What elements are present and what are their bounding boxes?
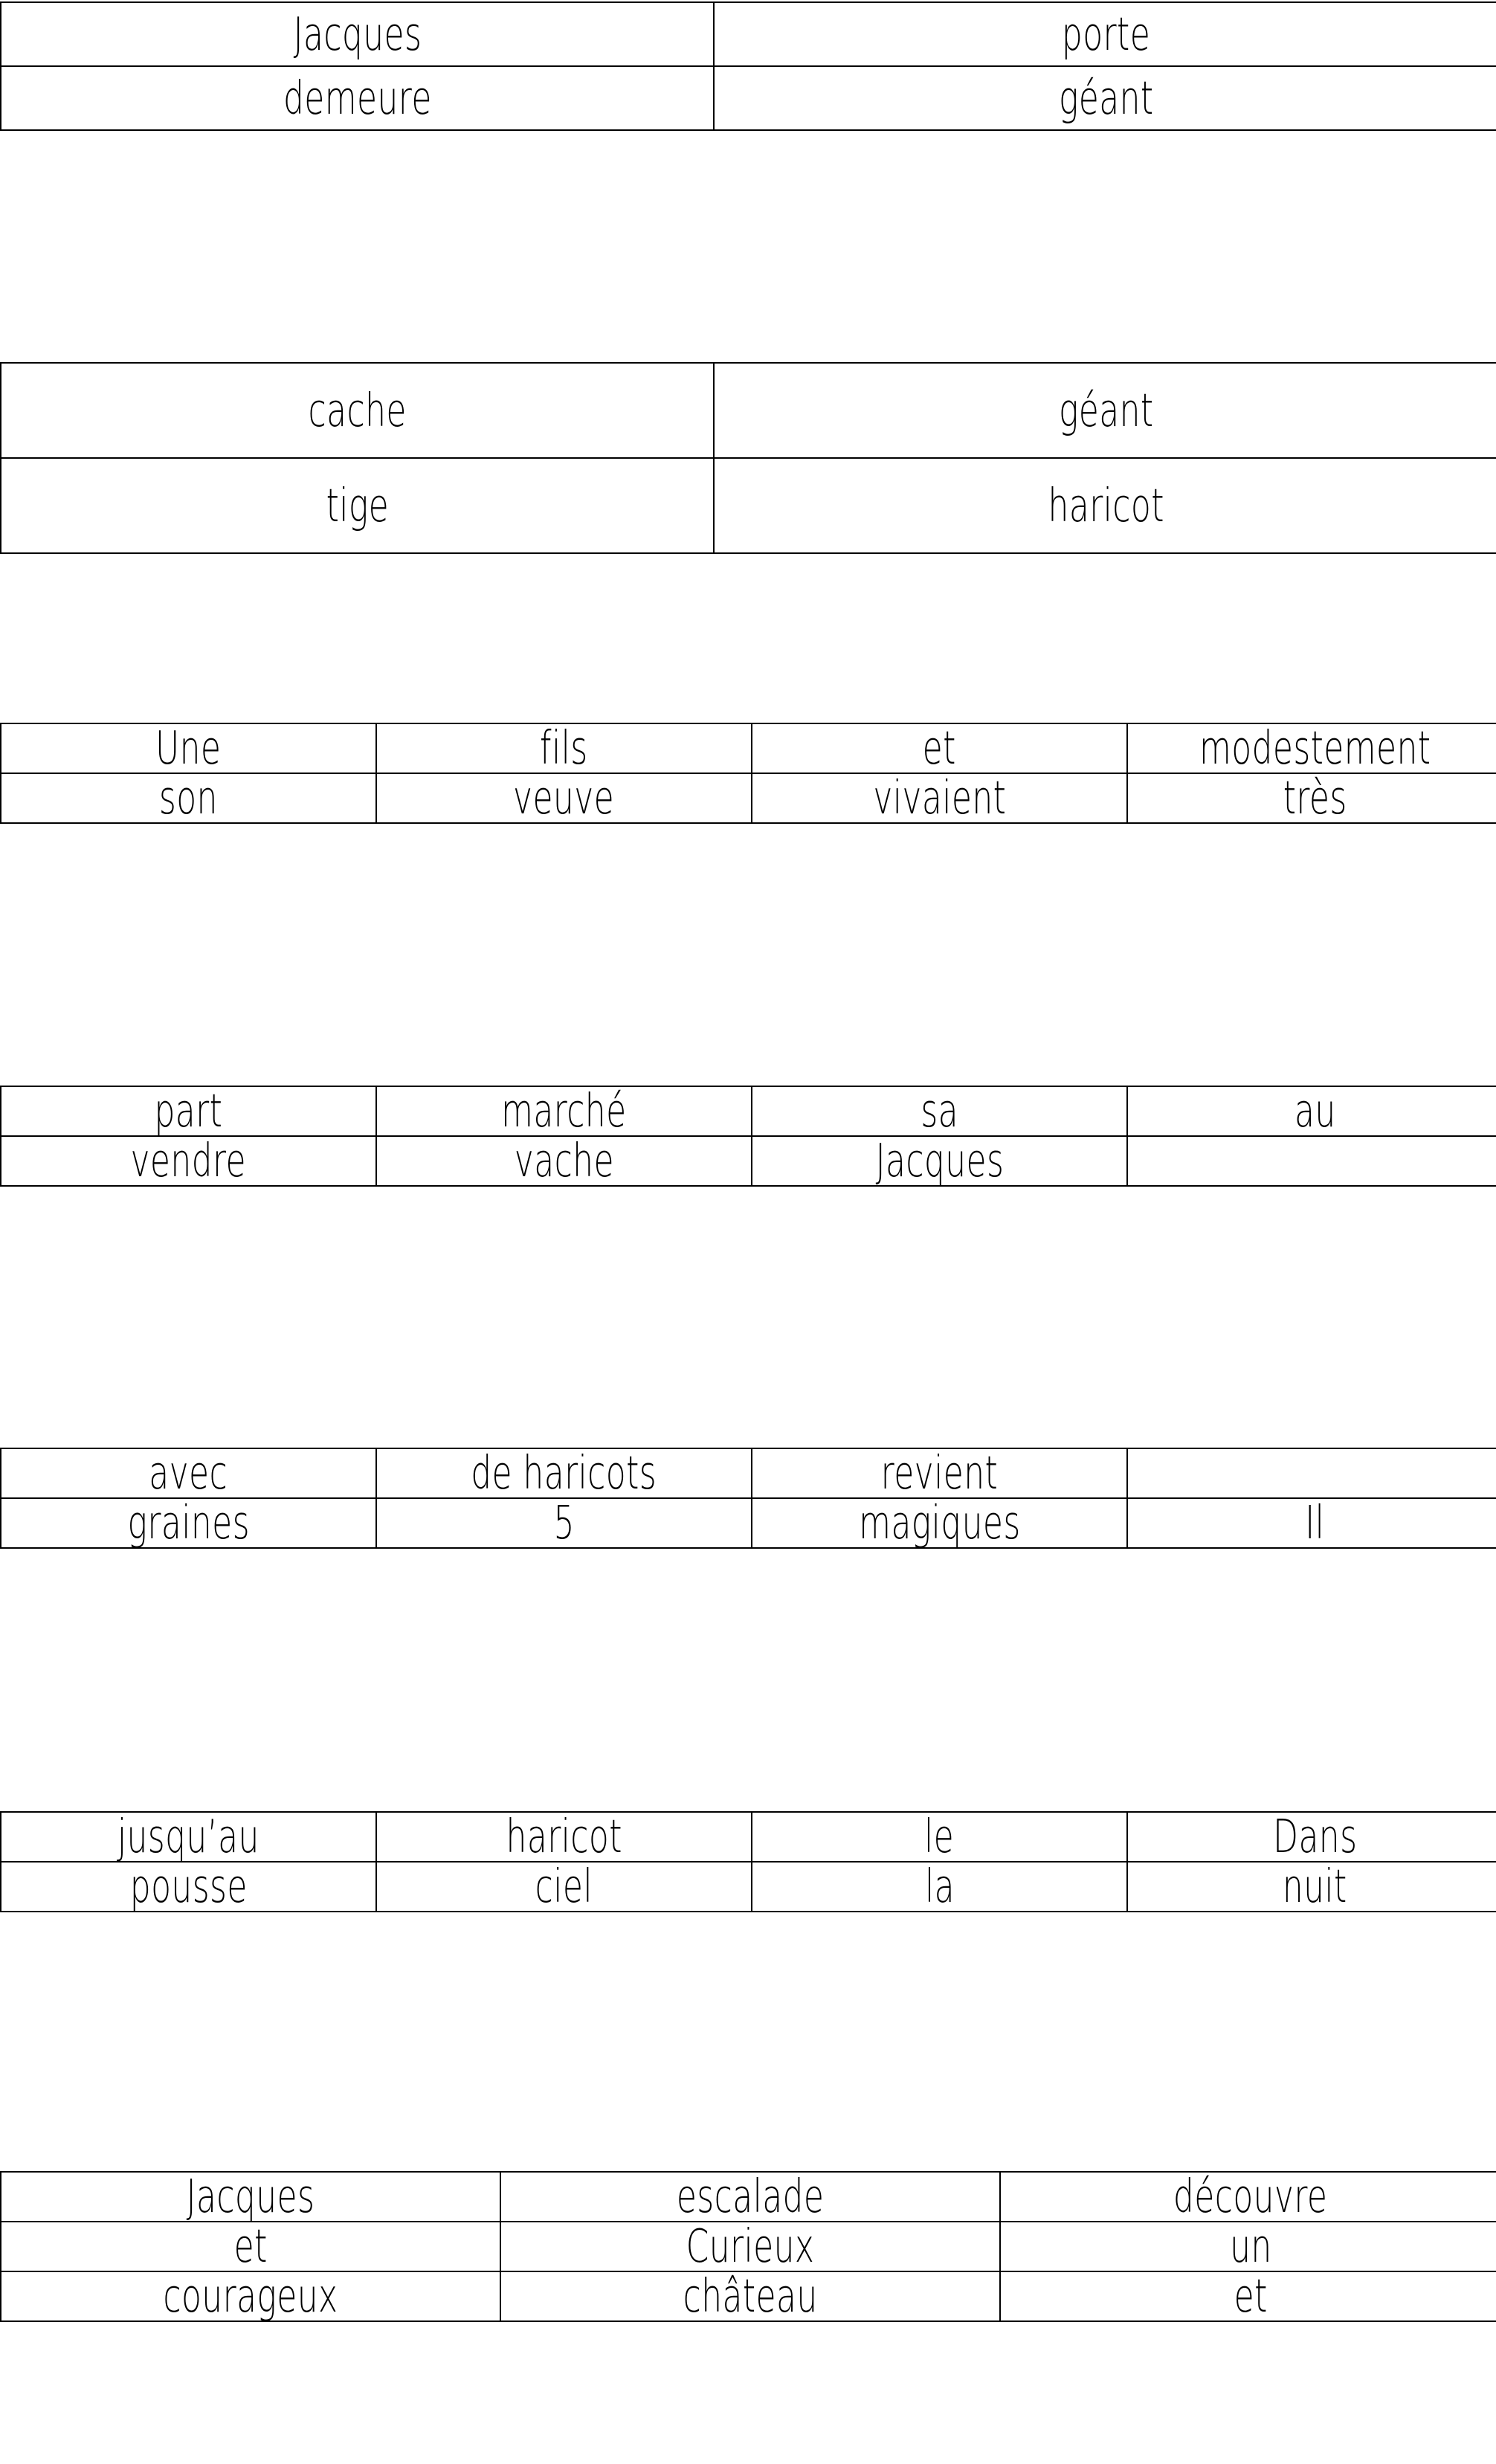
word-text: son xyxy=(159,771,218,825)
word-cell[interactable] xyxy=(1127,1812,1496,1862)
word-text: marché xyxy=(501,1084,627,1138)
word-text: tige xyxy=(326,478,389,532)
word-cell[interactable] xyxy=(376,1498,752,1548)
table-row xyxy=(1,773,1496,823)
word-cell[interactable] xyxy=(1,66,714,130)
word-table-5 xyxy=(0,1448,1496,1549)
word-text: Curieux xyxy=(686,2219,815,2273)
word-cell[interactable] xyxy=(376,773,752,823)
table-row xyxy=(1,1086,1496,1136)
word-cell[interactable] xyxy=(376,1086,752,1136)
table-row xyxy=(1,1136,1496,1186)
word-cell[interactable] xyxy=(752,723,1127,773)
word-table-6 xyxy=(0,1811,1496,1912)
word-text: vendre xyxy=(130,1134,247,1187)
word-cell[interactable] xyxy=(1127,773,1496,823)
word-text: porte xyxy=(1061,7,1151,61)
word-table-3 xyxy=(0,723,1496,824)
table-row xyxy=(1,723,1496,773)
word-text: Jacques xyxy=(875,1134,1004,1187)
word-text: modestement xyxy=(1199,721,1431,775)
word-text: magiques xyxy=(858,1496,1021,1549)
word-text: au xyxy=(1294,1084,1336,1138)
word-text: et xyxy=(922,721,957,775)
word-table-1 xyxy=(0,1,1496,131)
word-cell-empty[interactable] xyxy=(1127,1136,1496,1186)
word-text: veuve xyxy=(513,771,615,825)
word-cell[interactable] xyxy=(376,1862,752,1912)
word-cell[interactable] xyxy=(1,2271,500,2321)
word-cell[interactable] xyxy=(752,1862,1127,1912)
word-text: et xyxy=(233,2219,268,2273)
word-text: pousse xyxy=(129,1860,248,1913)
word-cell[interactable] xyxy=(714,458,1496,553)
word-text: part xyxy=(154,1084,223,1138)
word-cell[interactable] xyxy=(752,1812,1127,1862)
word-text: escalade xyxy=(676,2170,825,2223)
word-text: Jacques xyxy=(186,2170,315,2223)
word-text: château xyxy=(683,2269,818,2323)
word-cell-empty[interactable] xyxy=(1127,1448,1496,1498)
word-cell[interactable] xyxy=(1127,723,1496,773)
word-cell[interactable] xyxy=(1,458,714,553)
word-text: demeure xyxy=(283,71,432,125)
word-cell[interactable] xyxy=(1,1086,376,1136)
word-cell[interactable] xyxy=(1,773,376,823)
word-text: nuit xyxy=(1283,1860,1347,1913)
word-cell[interactable] xyxy=(1,723,376,773)
word-text: la xyxy=(924,1860,955,1913)
word-table-4 xyxy=(0,1086,1496,1187)
word-cell[interactable] xyxy=(752,1136,1127,1186)
word-text: haricot xyxy=(506,1810,622,1863)
word-text: découvre xyxy=(1173,2170,1328,2223)
word-text: jusqu’au xyxy=(117,1810,259,1863)
table-row xyxy=(1,2271,1496,2321)
word-cell[interactable] xyxy=(752,1086,1127,1136)
word-cell[interactable] xyxy=(376,1136,752,1186)
word-text: sa xyxy=(921,1084,958,1138)
word-cell[interactable] xyxy=(1000,2172,1496,2222)
word-cell[interactable] xyxy=(1,1862,376,1912)
word-table-2 xyxy=(0,362,1496,554)
word-cell[interactable] xyxy=(1,2172,500,2222)
word-cell[interactable] xyxy=(1000,2271,1496,2321)
word-cell[interactable] xyxy=(1127,1498,1496,1548)
word-cell[interactable] xyxy=(1127,1086,1496,1136)
word-text: géant xyxy=(1058,71,1154,125)
word-text: le xyxy=(924,1810,955,1863)
word-text: courageux xyxy=(163,2269,338,2323)
word-cell[interactable] xyxy=(1127,1862,1496,1912)
word-text: Il xyxy=(1305,1496,1325,1549)
word-text: et xyxy=(1234,2269,1268,2323)
word-text: cache xyxy=(308,383,407,437)
word-text: de haricots xyxy=(471,1446,657,1500)
word-cell[interactable] xyxy=(1,2,714,66)
table-row xyxy=(1,1498,1496,1548)
word-table-7 xyxy=(0,2171,1496,2322)
word-text: 5 xyxy=(553,1496,575,1549)
word-cell[interactable] xyxy=(1,2219,500,2273)
table-row xyxy=(1,66,1496,130)
word-text: très xyxy=(1283,771,1347,825)
word-text: ciel xyxy=(535,1860,593,1913)
word-text: un xyxy=(1229,2219,1272,2273)
table-row xyxy=(1,363,1496,458)
word-cell[interactable] xyxy=(1000,2219,1496,2273)
table-row xyxy=(1,2222,1496,2271)
table-row xyxy=(1,1862,1496,1912)
word-text: fils xyxy=(540,721,588,775)
word-text: géant xyxy=(1058,383,1154,437)
word-text: graines xyxy=(127,1496,250,1549)
table-row xyxy=(1,2,1496,66)
word-text: revient xyxy=(880,1446,999,1500)
word-cell[interactable] xyxy=(714,66,1496,130)
word-cell[interactable] xyxy=(1,1812,376,1862)
word-text: avec xyxy=(149,1446,228,1500)
word-cell[interactable] xyxy=(500,2219,1000,2273)
word-cell[interactable] xyxy=(752,773,1127,823)
word-cell[interactable] xyxy=(500,2172,1000,2222)
word-cell[interactable] xyxy=(1,1498,376,1548)
word-text: haricot xyxy=(1048,478,1164,532)
word-cell[interactable] xyxy=(376,1448,752,1498)
word-text: Une xyxy=(155,721,222,775)
word-cell[interactable] xyxy=(500,2271,1000,2321)
word-text: vache xyxy=(514,1134,614,1187)
word-cell[interactable] xyxy=(376,1812,752,1862)
word-cell[interactable] xyxy=(1,1448,376,1498)
word-text: vivaient xyxy=(873,771,1006,825)
word-cell[interactable] xyxy=(714,363,1496,458)
word-cell[interactable] xyxy=(752,1448,1127,1498)
word-cell[interactable] xyxy=(1,1136,376,1186)
word-cell[interactable] xyxy=(1,363,714,458)
word-cell[interactable] xyxy=(714,2,1496,66)
word-text: Jacques xyxy=(293,7,422,61)
word-text: Dans xyxy=(1272,1810,1358,1863)
word-cell[interactable] xyxy=(752,1498,1127,1548)
word-cell[interactable] xyxy=(376,723,752,773)
table-row xyxy=(1,458,1496,553)
table-row xyxy=(1,1812,1496,1862)
table-row xyxy=(1,1448,1496,1498)
table-row xyxy=(1,2172,1496,2222)
